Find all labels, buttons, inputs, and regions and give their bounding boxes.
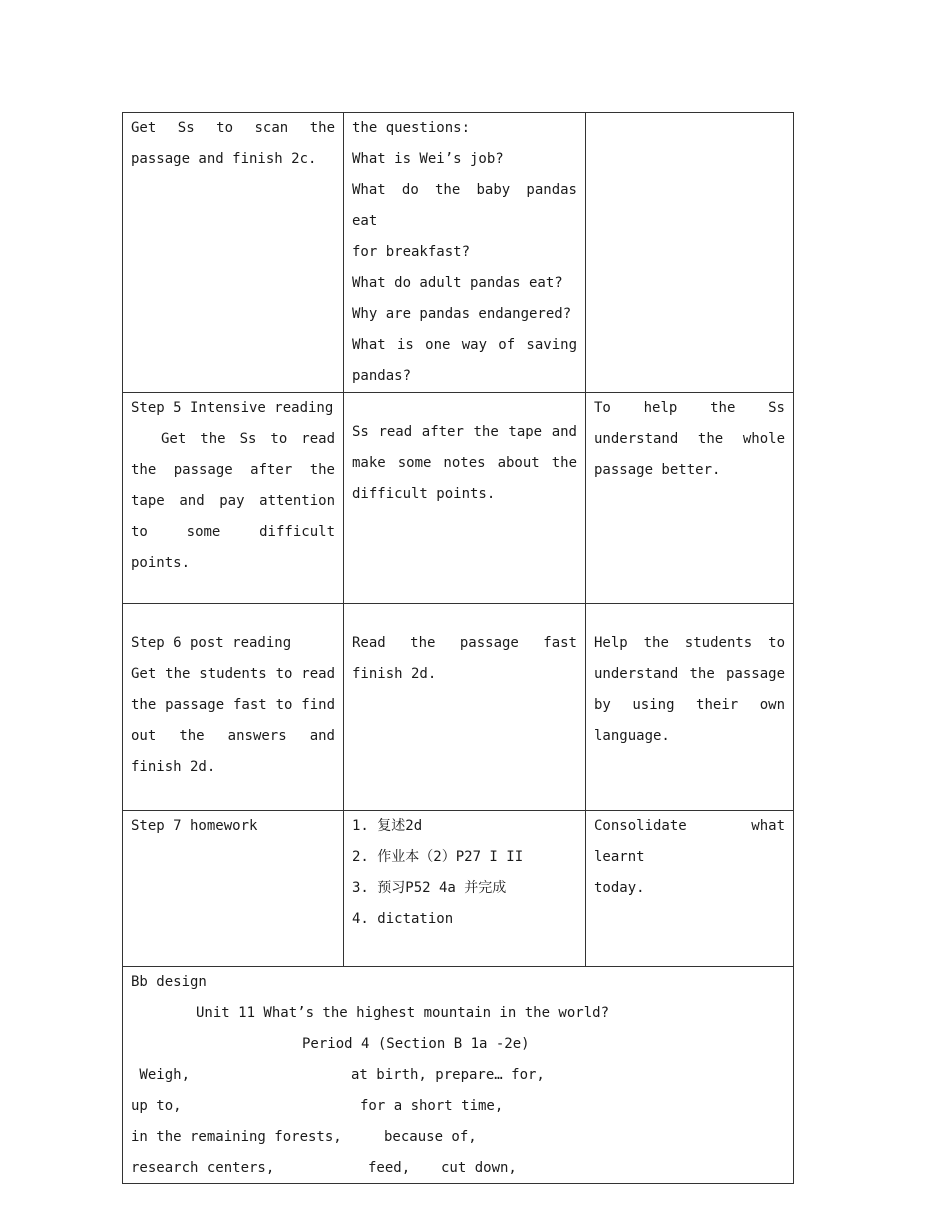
- text-line: 1. 复述2d: [352, 818, 423, 834]
- bb-unit-title: Unit 11 What’s the highest mountain in the world?: [196, 1005, 610, 1021]
- text-line: Get Ss to scan the: [131, 120, 335, 136]
- text-line: understand the whole: [594, 431, 785, 447]
- text-line: to some difficult: [131, 524, 335, 540]
- bb-period: Period 4 (Section B 1a -2e): [302, 1036, 530, 1052]
- bb-heading: Bb design: [131, 974, 207, 990]
- bb-phrase-right: at birth, prepare… for,: [351, 1067, 545, 1083]
- activity-cell: [123, 604, 344, 811]
- text-line: finish 2d.: [352, 666, 437, 682]
- bb-phrase-right: because of,: [384, 1129, 477, 1145]
- activity-cell: [123, 811, 344, 967]
- student-activity-cell: [344, 811, 586, 967]
- text-line: the passage after the: [131, 462, 335, 478]
- table-row: [123, 604, 794, 811]
- text-line: Step 7 homework: [131, 818, 258, 834]
- text-line: pandas?: [352, 368, 412, 384]
- text-line: What is one way of saving: [352, 337, 577, 353]
- text-line: today.: [594, 880, 645, 896]
- text-line: Get the students to read: [131, 666, 335, 682]
- purpose-cell: [586, 113, 794, 393]
- text-line: What is Wei’s job?: [352, 151, 504, 167]
- table-row: [123, 393, 794, 604]
- purpose-cell: [586, 393, 794, 604]
- bb-phrase-left: research centers,: [131, 1160, 275, 1176]
- text-line: language.: [594, 728, 670, 744]
- text-line: Help the students to: [594, 635, 785, 651]
- blackboard-design-cell: [123, 967, 794, 1184]
- bb-phrase-extra: cut down,: [441, 1160, 517, 1176]
- student-activity-cell: [344, 604, 586, 811]
- text-line: for breakfast?: [352, 244, 471, 260]
- text-line: by using their own: [594, 697, 785, 713]
- text-line: 2. 作业本（2）P27 I II: [352, 849, 524, 865]
- student-activity-cell: [344, 393, 586, 604]
- text-line: What do the baby pandas eat: [352, 182, 577, 229]
- text-line: the questions:: [352, 120, 471, 136]
- table-row: [123, 967, 794, 1184]
- text-line: Step 6 post reading: [131, 635, 292, 651]
- purpose-cell: [586, 811, 794, 967]
- text-line: points.: [131, 555, 191, 571]
- text-line: Get the Ss to read: [161, 431, 335, 447]
- text-line: difficult points.: [352, 486, 496, 502]
- text-line: 4. dictation: [352, 911, 454, 927]
- text-line: Consolidate what learnt: [594, 818, 785, 865]
- text-line: tape and pay attention: [131, 493, 335, 509]
- activity-cell: [123, 113, 344, 393]
- text-line: the passage fast to find: [131, 697, 335, 713]
- text-line: What do adult pandas eat?: [352, 275, 563, 291]
- bb-phrase-left: Weigh,: [131, 1067, 191, 1083]
- bb-phrase-right: feed,: [368, 1160, 411, 1176]
- bb-phrase-left: up to,: [131, 1098, 182, 1114]
- text-line: Step 5 Intensive reading: [131, 400, 334, 416]
- text-line: out the answers and: [131, 728, 335, 744]
- text-line: finish 2d.: [131, 759, 216, 775]
- table-row: [123, 113, 794, 393]
- text-line: make some notes about the: [352, 455, 577, 471]
- text-line: Why are pandas endangered?: [352, 306, 572, 322]
- text-line: passage better.: [594, 462, 721, 478]
- table-row: [123, 811, 794, 967]
- text-line: Read the passage fast: [352, 635, 577, 651]
- lesson-plan-table: [122, 112, 794, 1184]
- bb-phrase-left: in the remaining forests,: [131, 1129, 342, 1145]
- student-activity-cell: [344, 113, 586, 393]
- text-line: 3. 预习P52 4a 并完成: [352, 880, 507, 896]
- bb-phrase-right: for a short time,: [360, 1098, 504, 1114]
- purpose-cell: [586, 604, 794, 811]
- text-line: Ss read after the tape and: [352, 424, 577, 440]
- activity-cell: [123, 393, 344, 604]
- text-line: To help the Ss: [594, 400, 785, 416]
- text-line: passage and finish 2c.: [131, 151, 317, 167]
- text-line: understand the passage: [594, 666, 785, 682]
